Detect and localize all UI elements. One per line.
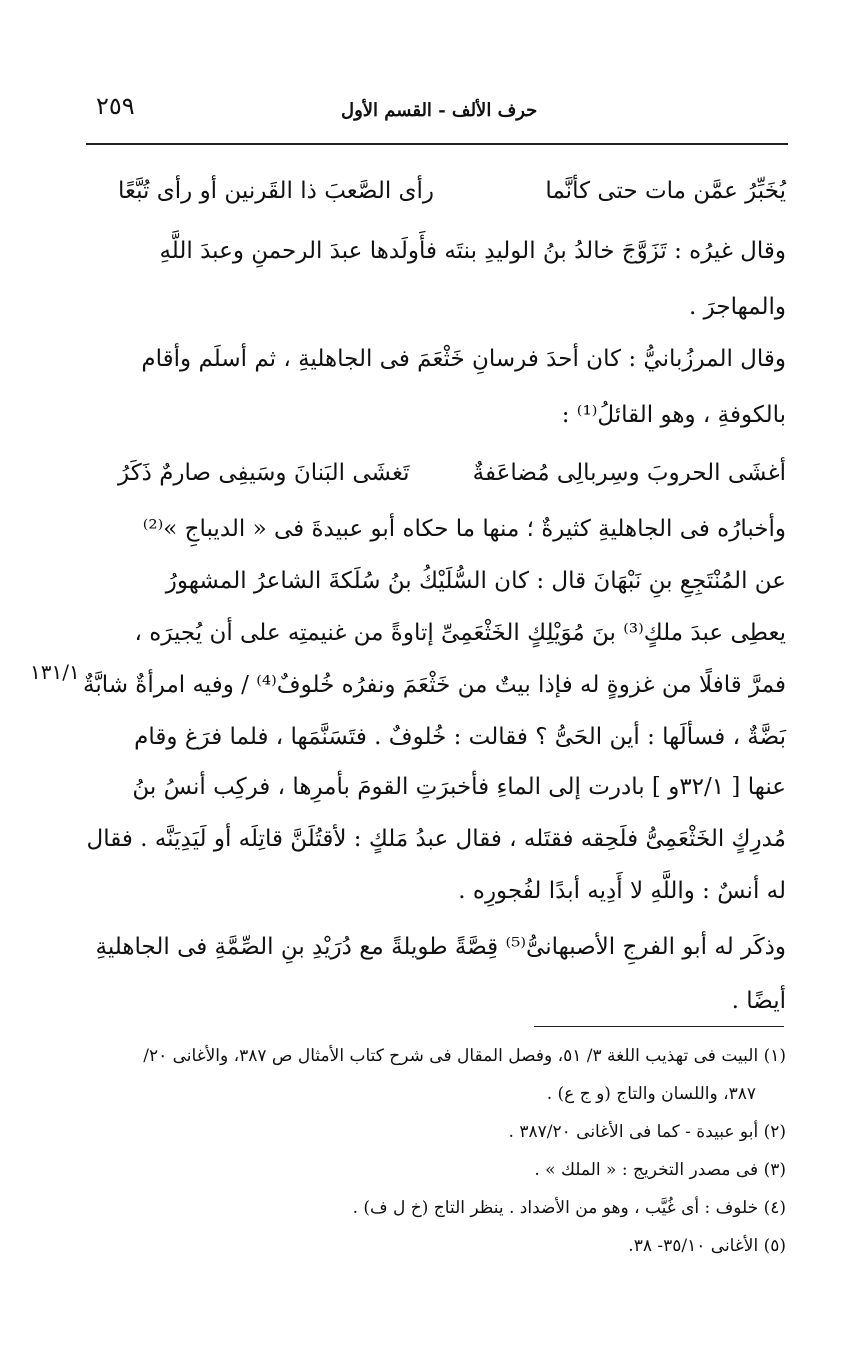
- paragraph-line: فمرَّ قافلًا من غزوةٍ له فإذا بيتٌ من خَثْعَمَ ونفرُه خُلوفٌ⁽⁴⁾ / وفيه امرأةٌ شابَّةٌ: [82, 672, 786, 698]
- paragraph-line: عن المُنْتَجِعِ بنِ نَبْهَانَ قال : كان السُّلَيْكُ بنُ سُلَكةَ الشاعرُ المشهورُ: [165, 568, 786, 594]
- footnote-2: (٢) أبو عبيدة - كما فى الأغانى ٣٨٧/٢٠ .: [508, 1122, 786, 1142]
- paragraph-line: مُدرِكٍ الخَثْعَمِىُّ فلَحِقه فقتَله ، فقال عبدُ مَلكٍ : لأقتُلَنَّ قاتِلَه أو لَيَدِيَنَّه . فقال: [86, 826, 786, 852]
- paragraph-line: له أنسٌ : واللَّهِ لا أَدِيه أبدًا لفُجورِه .: [458, 878, 786, 904]
- running-head: حرف الألف - القسم الأول: [341, 100, 538, 121]
- paragraph-line: وقال المرزُبانيُّ : كان أحدَ فرسانِ خَثْعَمَ فى الجاهليةِ ، ثم أسلَم وأقام: [141, 346, 786, 372]
- paragraph-line: والمهاجرَ .: [689, 294, 786, 320]
- verse2-second-hemistich: تَغشَى البَنانَ وسَيفِى صارمٌ ذَكَرُ: [118, 460, 410, 486]
- paragraph-line: بالكوفةِ ، وهو القائلُ⁽¹⁾ :: [561, 402, 786, 428]
- paragraph-line: أيضًا .: [731, 988, 786, 1014]
- paragraph-line: وذكَر له أبو الفرجِ الأصبهانىُّ⁽⁵⁾ قِصَّةً طويلةً مع دُرَيْدِ بنِ الصِّمَّةِ فى الجاهليةِ: [95, 934, 786, 960]
- paragraph-line: بَضَّةٌ ، فسألَها : أين الحَىُّ ؟ فقالت : خُلوفٌ . فتَسَنَّمَها ، فلما فرَغ وقام: [134, 724, 786, 750]
- footnote-rule: [534, 1026, 784, 1027]
- page-header: [86, 88, 786, 128]
- footnote-1: (١) البيت فى تهذيب اللغة ٣/ ٥١، وفصل المقال فى شرح كتاب الأمثال ص ٣٨٧، والأغانى ٢٠/: [143, 1046, 786, 1066]
- margin-folio-note: ١٣١/١: [30, 660, 80, 684]
- header-rule: [86, 143, 788, 145]
- footnote-1-continued: ٣٨٧، واللسان والتاج (و ج ع) .: [546, 1084, 756, 1104]
- paragraph-line: وأخبارُه فى الجاهليةِ كثيرةٌ ؛ منها ما حكاه أبو عبيدةَ فى « الديباجِ »⁽²⁾: [142, 516, 786, 542]
- paragraph-line: عنها [ ٣٢/١و ] بادرت إلى الماءِ فأخبرَتِ القومَ بأمرِها ، فركِب أنسُ بنُ: [132, 774, 786, 800]
- paragraph-line: يعطِى عبدَ ملكٍ⁽³⁾ بنَ مُوَيْلِكٍ الخَثْعَمِىِّ إتاوةً من غنيمتِه على أن يُجيرَه ،: [134, 620, 786, 646]
- paragraph-line: وقال غيرُه : تَزَوَّجَ خالدُ بنُ الوليدِ بنتَه فأَولَدها عبدَ الرحمنِ وعبدَ اللَّهِ: [159, 238, 786, 264]
- verse2-first-hemistich: أغشَى الحروبَ وسِربالِى مُضاعَفةٌ: [472, 460, 786, 486]
- footnote-3: (٣) فى مصدر التخريج : « الملك » .: [534, 1160, 786, 1180]
- footnote-4: (٤) خلوف : أى غُيَّب ، وهو من الأضداد . ينظر التاج (خ ل ف) .: [352, 1198, 786, 1218]
- footnote-5: (٥) الأغانى ٣٥/١٠- ٣٨.: [628, 1236, 786, 1256]
- verse1-first-hemistich: يُخَبِّرُ عمَّن مات حتى كأنَّما: [545, 178, 786, 204]
- page-number: ٢٥٩: [96, 92, 135, 120]
- verse1-second-hemistich: رأى الصَّعبَ ذا القَرنين أو رأى تُبَّعًا: [118, 178, 435, 204]
